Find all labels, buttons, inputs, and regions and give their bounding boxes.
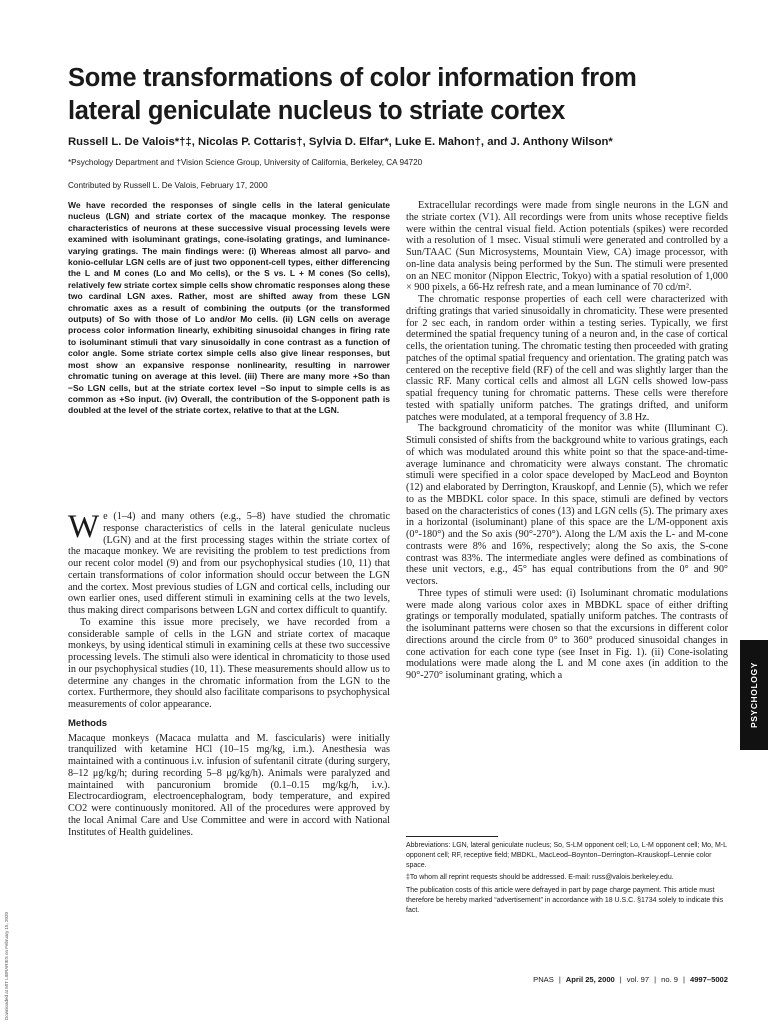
- drop-cap: W: [68, 509, 100, 545]
- footer-journal: PNAS: [533, 975, 554, 984]
- section-tab-label: PSYCHOLOGY: [749, 662, 759, 728]
- contributed-line: Contributed by Russell L. De Valois, February 17, 2000: [68, 181, 268, 190]
- section-tab: [740, 640, 768, 750]
- intro-paragraph-1-text: e (1–4) and many others (e.g., 5–8) have studied the chromatic response characteristics of cells in the lateral geniculate nucleus (LGN) and at the first processing stages within the striate cortex of the macaque monkey. We are revisiting the problem to test predictions from our recent color model (9) and from our psychophysical studies (10, 11) that certain transformations of color information should occur between the LGN and the cortex. Most previous studies of LGN and cortical cells, including our own earlier ones, used different stimuli in examining cells at the two levels, thus making direct comparisons between LGN and cortex difficult to quantify.: [68, 511, 390, 616]
- footnote-reprint: ‡To whom all reprint requests should be addressed. E-mail: russ@valois.berkeley.edu.: [406, 874, 674, 882]
- methods-heading: Methods: [68, 717, 108, 729]
- footer-pages: 4997–5002: [689, 975, 728, 984]
- download-stamp: [4, 860, 14, 1020]
- intro-paragraph-1: [68, 511, 390, 617]
- abstract: We have recorded the responses of single cells in the lateral geniculate nucleus (LGN) and striate cortex of the macaque monkey. The response characteristics of neurons at these successive visual processing levels were examined with isoluminant gratings, cone-isolating gratings, and luminance-varying gratings. The main findings were: (i) Whereas almost all parvo- and konio-cellular LGN cells are of just two opponent-cell types, either differencing the L and M cones (Lo and Mo cells), or the S vs. L + M cones (So cells), relatively few striate cortex simple cells show chromatic responses along these two cardinal LGN axes. Rather, most are shifted away from these LGN chromatic axes as a result of combining the outputs (or the transformed outputs) of So with those of Lo and/or Mo cells. (ii) LGN cells on average process color information linearly, exhibiting sinusoidal changes in firing rate to isoluminant stimuli that vary sinusoidally in cone contrast as a function of color angle. Some striate cortex simple cells also give linear responses, but most show an expansive response nonlinearity, resulting in narrower chromatic tuning on average at this level. (iii) There are many more +So than −So LGN cells, but at the striate cortex level −So input to simple cells is as common as +So input. (iv) Overall, the contribution of the S-opponent path is doubled at the level of the striate cortex, relative to that at the LGN.: [68, 200, 390, 416]
- footnote-abbreviations: Abbreviations: LGN, lateral geniculate nucleus; So, S-LM opponent cell; Lo, L-M opponent cell; Mo, M-L opponent cell; RF, receptive field; MBDKL, MacLeod–Boynton–Derrington–Krauskopf–Lennie color space.: [406, 842, 727, 869]
- footnote-publication-costs: The publication costs of this article were defrayed in part by page charge payment. This article must therefore be hereby marked “advertisement” in accordance with 18 U.S.C. §1734 solely to indicate this fact.: [406, 887, 724, 914]
- article-title: Some transformations of color information from lateral geniculate nucleus to striate cortex: [68, 64, 637, 125]
- footnotes: [406, 841, 728, 919]
- download-stamp-text: Downloaded at MIT LIBRARIES on February 15, 2020: [4, 912, 9, 1020]
- methods-paragraph-1: Macaque monkeys (Macaca mulatta and M. fascicularis) were initially tranquilized with ketamine HCl (10–15 mg/kg, i.m.). Anesthesia was maintained with a continuous i.v. infusion of sufentanil citrate (during surgery, 8–12 μg/kg/h; during recording 5–8 μg/kg/h). Animals were paralyzed and maintained with pancuronium bromide (0.1–0.15 mg/kg/h, i.v.). Electrocardiogram, electroencephalogram, body temperature, and expired CO2 were continuously monitored. All of the procedures were approved by the local Animal Care and Use Committee and were in accord with National Institutes of Health guidelines.: [68, 732, 390, 838]
- right-paragraph-1: Extracellular recordings were made from single neurons in the LGN and the striate cortex (V1). All recordings were from units whose receptive fields were within the central visual field. Action potentials (spikes) were recorded with a resolution of 1 msec. Visual stimuli were generated and controlled by a Sun/TAAC (Sun Microsystems, Mountain View, CA) image processor, with on-line data analysis being performed by the Sun. The stimuli were presented on an NEC monitor (Nippon Electric, Tokyo) with a spatial resolution of 1,000 × 900 pixels, a 66-Hz refresh rate, and a mean luminance of 70 cd/m².: [406, 200, 728, 294]
- page-footer: PNAS | April 25, 2000 | vol. 97 | no. 9 | 4997–5002: [533, 975, 728, 984]
- right-paragraph-2: The chromatic response properties of each cell were characterized with drifting gratings that varied sinusoidally in chromaticity. These were presented for 2 sec each, in random order within a testing series. Typically, we first determined the spatial frequency tuning of a neuron and, in the case of cortical cells, the orientation tuning. The chromatic testing then proceeded with grating patches of the optimal spatial frequency and orientation. The grating patch was centered on the receptive field (RF) of the cell and was slightly larger than the classic RF. Many cortical cells and almost all LGN cells showed low-pass spatial frequency tuning for chromatic patterns. These cells were therefore tested with spatially uniform patches. The gratings drifted, and uniform patches were modulated, at a temporal frequency of 3.8 Hz.: [406, 294, 728, 423]
- footer-date: April 25, 2000: [565, 975, 615, 984]
- author-list: Russell L. De Valois*†‡, Nicolas P. Cottaris†, Sylvia D. Elfar*, Luke E. Mahon†, and J. Anthony Wilson*: [68, 136, 613, 148]
- footer-volume: vol. 97: [626, 975, 650, 984]
- right-paragraph-3: The background chromaticity of the monitor was white (Illuminant C). Stimuli consisted of shifts from the background white to various gratings, each of which was modulated around this white point so that the space-and-time-average luminance and chromaticity were always constant. The chromatic stimuli were specified in a color space developed by MacLeod and Boynton (12) and elaborated by Derrington, Krauskopf, and Lennie (5), which we refer to as the MBDKL color space. In this space, stimuli are defined by vectors based on the characteristics of cones (13) and LGN cells (5). The primary axes in a horizontal (isoluminant) plane of this space are the L/M-opponent axis (0°-180°) and the So axis (90°-270°). Along the L/M axis the L- and M-cone contrasts were 8% and 16%, respectively; along the So axis, the S-cone contrast was 83%. The intermediate angles were defined as combinations of these unit vectors, e.g., 45° has equal contributions from the 0° and 90° vectors.: [406, 423, 728, 587]
- footnote-rule: [406, 836, 498, 837]
- intro-paragraph-2: To examine this issue more precisely, we have recorded from a considerable sample of cells in the LGN and striate cortex of macaque monkeys, by using identical stimuli in examining cells at these two successive processing levels. The stimuli also were identical in chromaticity to those used in our psychophysical studies (10, 11). These measurements should allow us to determine any changes in the chromatic information from the LGN to the cortex. Furthermore, they should also facilitate comparisons to psychophysical measurements of color appearance.: [68, 616, 390, 710]
- affiliation: *Psychology Department and †Vision Science Group, University of California, Berkeley, CA 94720: [68, 158, 423, 167]
- right-column-body: [406, 200, 728, 682]
- footer-issue: no. 9: [661, 975, 678, 984]
- right-paragraph-4: Three types of stimuli were used: (i) Isoluminant chromatic modulations were made along various color axes in MBDKL space of either drifting gratings or temporally modulated, spatially uniform patches. The contrasts of the isoluminant patterns were chosen so that the excursions in different color directions around the circle from 0° to 360° produced sinusoidal changes in cone activation for each cone type (see Inset in Fig. 1). (ii) Cone-isolating modulations were made along the L and M cone axes (in addition to the 90°-270° isoluminant grating, which a: [406, 587, 728, 681]
- left-column-body: [68, 511, 390, 838]
